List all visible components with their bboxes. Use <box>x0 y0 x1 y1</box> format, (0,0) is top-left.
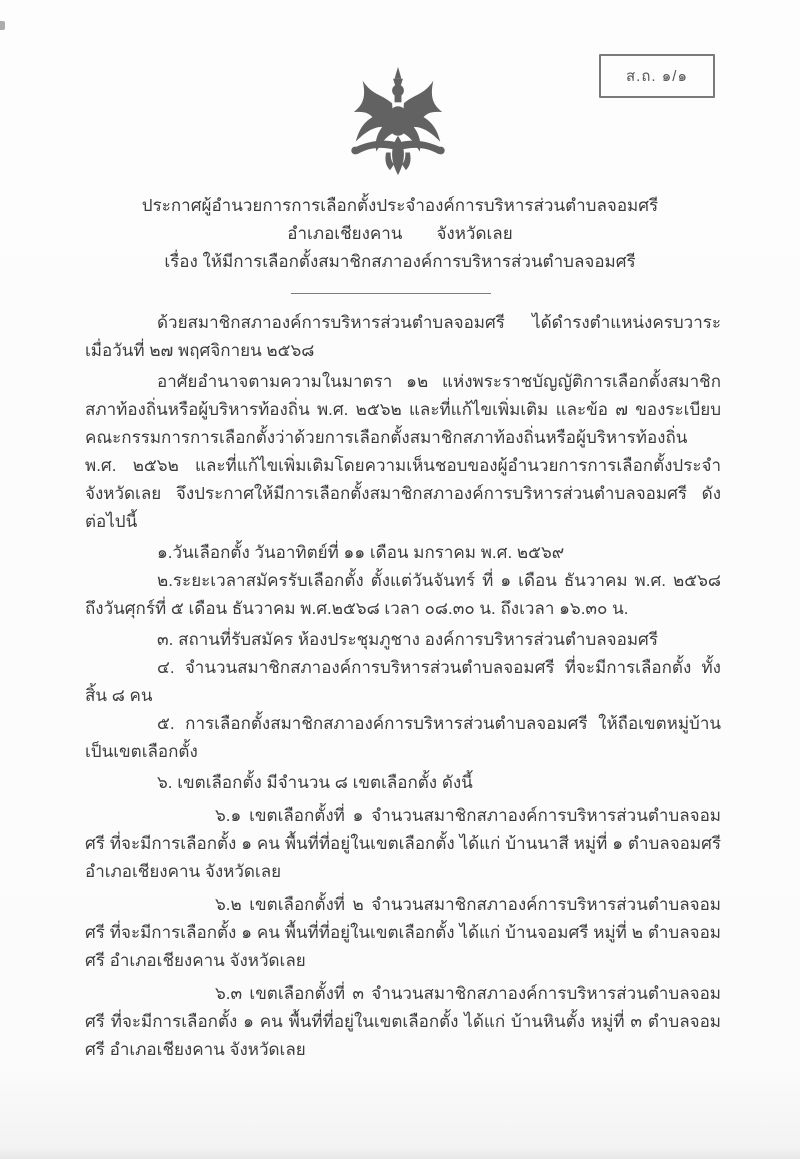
item-6-constituency-count: ๖. เขตเลือกตั้ง มีจำนวน ๘ เขตเลือกตั้ง ดังนี้ <box>157 773 473 792</box>
item-5-constituency-rule: ๕. การเลือกตั้งสมาชิกสภาองค์การบริหารส่วนตำบลจอมศรี ให้ถือเขตหมู่บ้านเป็นเขตเลือกตั้ง <box>85 714 721 761</box>
header-title-line1: ประกาศผู้อำนวยการการเลือกตั้งประจำองค์การบริหารส่วนตำบลจอมศรี <box>141 196 659 215</box>
subitem-6-1-constituency-1: ๖.๑ เขตเลือกตั้งที่ ๑ จำนวนสมาชิกสภาองค์การบริหารส่วนตำบลจอมศรี ที่จะมีการเลือกตั้ง ๑ คน พื้นที่ที่อยู่ในเขตเลือกตั้ง ได้แก่ บ้านนาสี หมู่ที่ ๑ ตำบลจอมศรี อำเภอเชียงคาน จังหวัดเลย <box>85 806 721 881</box>
item-2-application-period: ๒.ระยะเวลาสมัครรับเลือกตั้ง ตั้งแต่วันจันทร์ ที่ ๑ เดือน ธันวาคม พ.ศ. ๒๕๖๘ ถึงวันศุกร์ที่ ๕ เดือน ธันวาคม พ.ศ.๒๕๖๘ เวลา ๐๘.๓๐ น. ถึงเวลา ๑๖.๓๐ น. <box>85 571 721 618</box>
header-province: จังหวัดเลย <box>436 224 513 243</box>
header-district: อำเภอเชียงคาน <box>287 224 403 243</box>
item-1-election-day: ๑.วันเลือกตั้ง วันอาทิตย์ที่ ๑๑ เดือน มกราคม พ.ศ. ๒๕๖๙ <box>157 543 565 562</box>
header-title-line2 <box>0 220 800 248</box>
subitem-6-2-constituency-2: ๖.๒ เขตเลือกตั้งที่ ๒ จำนวนสมาชิกสภาองค์การบริหารส่วนตำบลจอมศรี ที่จะมีการเลือกตั้ง ๑ คน พื้นที่ที่อยู่ในเขตเลือกตั้ง ได้แก่ บ้านจอมศรี หมู่ที่ ๒ ตำบลจอมศรี อำเภอเชียงคาน จังหวัดเลย <box>85 895 721 970</box>
form-number-box <box>599 54 715 98</box>
document-body <box>85 309 721 1064</box>
garuda-emblem-icon <box>339 62 457 180</box>
header-subject-line: เรื่อง ให้มีการเลือกตั้งสมาชิกสภาองค์การบริหารส่วนตำบลจอมศรี <box>164 252 636 271</box>
intro-paragraph-1: ด้วยสมาชิกสภาองค์การบริหารส่วนตำบลจอมศรี ได้ดำรงตำแหน่งครบวาระ เมื่อวันที่ ๒๗ พฤศจิกายน ๒๕๖๘ <box>85 313 721 360</box>
form-number-label: ส.ถ. ๑/๑ <box>626 68 688 85</box>
intro-paragraph-2: อาศัยอำนาจตามความในมาตรา ๑๒ แห่งพระราชบัญญัติการเลือกตั้งสมาชิกสภาท้องถิ่นหรือผู้บริหารท้องถิ่น พ.ศ. ๒๕๖๒ และที่แก้ไขเพิ่มเติม และข้อ ๗ ของระเบียบคณะกรรมการการเลือกตั้งว่าด้วยการเลือกตั้งสมาชิกสภาท้องถิ่นหรือผู้บริหารท้องถิ่น พ.ศ. ๒๕๖๒ และที่แก้ไขเพิ่มเติมโดยความเห็นชอบของผู้อำนวยการการเลือกตั้งประจำจังหวัดเลย จึงประกาศให้มีการเลือกตั้งสมาชิกสภาองค์การบริหารส่วนตำบลจอมศรี ดังต่อไปนี้ <box>85 372 721 531</box>
item-3-application-place: ๓. สถานที่รับสมัคร ห้องประชุมภูชาง องค์การบริหารส่วนตำบลจอมศรี <box>157 630 658 649</box>
document-header <box>0 192 800 276</box>
scan-edge-artifact <box>0 21 5 30</box>
item-4-number-of-members: ๔. จำนวนสมาชิกสภาองค์การบริหารส่วนตำบลจอมศรี ที่จะมีการเลือกตั้ง ทั้งสิ้น ๘ คน <box>85 658 721 705</box>
subitem-6-3-constituency-3: ๖.๓ เขตเลือกตั้งที่ ๓ จำนวนสมาชิกสภาองค์การบริหารส่วนตำบลจอมศรี ที่จะมีการเลือกตั้ง ๑ คน พื้นที่ที่อยู่ในเขตเลือกตั้ง ได้แก่ บ้านหินตั้ง หมู่ที่ ๓ ตำบลจอมศรี อำเภอเชียงคาน จังหวัดเลย <box>85 984 721 1059</box>
header-divider-line <box>291 293 491 294</box>
